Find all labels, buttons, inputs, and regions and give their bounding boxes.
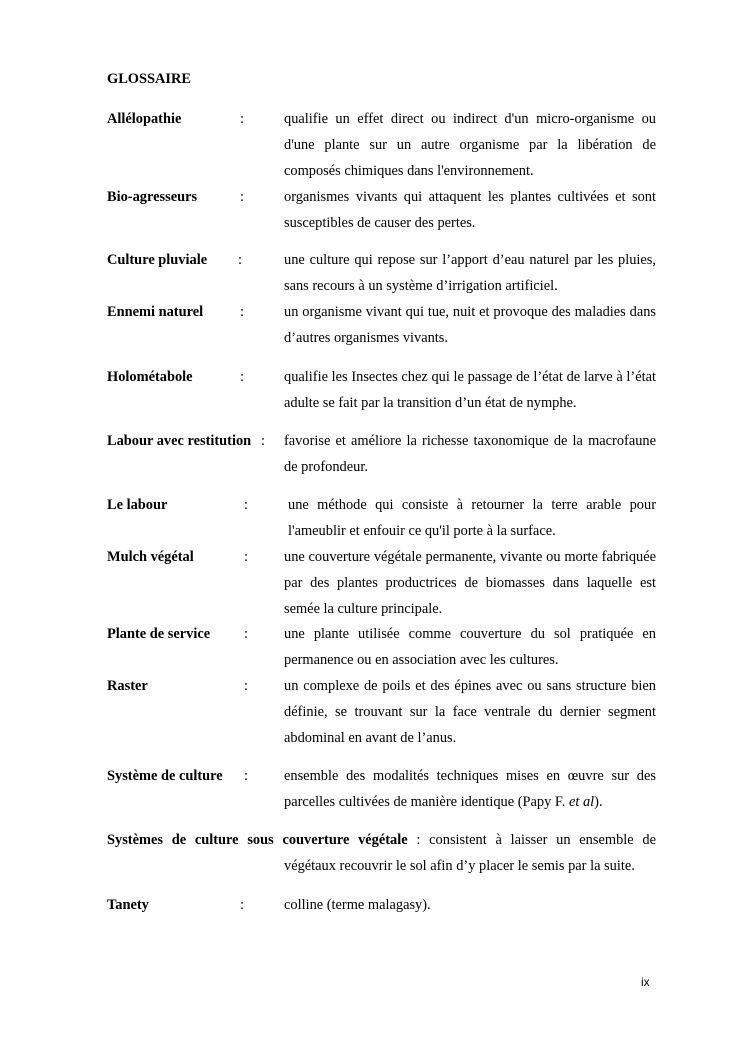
glossary-definition: colline (terme malagasy). [284, 897, 431, 913]
glossary-colon: : [416, 832, 421, 848]
glossary-definition: qualifie les Insectes chez qui le passage de l’état de larve à l’état adulte se fait par la transition d’un état de nymphe. [284, 369, 656, 411]
glossary-definition: un complexe de poils et des épines avec ou sans structure bien définie, se trouvant sur la face ventrale du dernier segment abdominal en avant de l’anus. [284, 678, 656, 746]
definition-text-end: ). [594, 794, 603, 810]
glossary-term: Culture pluviale [107, 252, 208, 268]
glossary-term: Le labour [107, 497, 168, 513]
glossary-colon: : [238, 252, 242, 268]
glossary-colon: : [240, 189, 244, 205]
glossary-term: Labour avec restitution [107, 433, 252, 449]
page-title: GLOSSAIRE [107, 71, 191, 87]
glossary-term: Plante de service [107, 626, 211, 642]
glossary-colon: : [244, 678, 248, 694]
glossary-term: Bio-agresseurs [107, 189, 198, 205]
glossary-colon: : [240, 111, 244, 127]
glossary-colon: : [244, 626, 248, 642]
glossary-colon: : [240, 897, 244, 913]
page-number: ix [641, 975, 650, 989]
glossary-term: Tanety [107, 897, 149, 913]
glossary-colon: : [240, 304, 244, 320]
glossary-definition-line2: végétaux recouvrir le sol afin d’y placer le semis par la suite. [284, 858, 635, 874]
glossary-wide-line1 [107, 827, 656, 853]
definition-italic-text: et al [568, 794, 595, 810]
glossary-colon: : [240, 369, 244, 385]
definition-text: ensemble des modalités techniques mises en œuvre sur des parcelles cultivées de manière identique (Papy F. [284, 768, 656, 810]
glossary-colon: : [244, 768, 248, 784]
glossary-definition: organismes vivants qui attaquent les plantes cultivées et sont susceptibles de causer des pertes. [284, 189, 656, 231]
glossary-definition: un organisme vivant qui tue, nuit et provoque des maladies dans d’autres organismes vivants. [284, 304, 656, 346]
glossary-colon: : [244, 497, 248, 513]
glossary-term: Ennemi naturel [107, 304, 204, 320]
glossary-definition: favorise et améliore la richesse taxonomique de la macrofaune de profondeur. [284, 433, 656, 475]
glossary-term: Holométabole [107, 369, 193, 385]
glossary-colon: : [261, 433, 265, 449]
glossary-wide-entry [107, 827, 656, 879]
glossary-definition [284, 763, 656, 815]
glossary-colon: : [244, 549, 248, 565]
glossary-term: Systèmes de culture sous couverture végétale [107, 832, 408, 848]
glossary-definition: une culture qui repose sur l’apport d’eau naturel par les pluies, sans recours à un système d’irrigation artificiel. [284, 252, 656, 294]
glossary-term: Raster [107, 678, 148, 694]
glossary-definition: une couverture végétale permanente, vivante ou morte fabriquée par des plantes productrices de biomasses dans laquelle est semée la culture principale. [284, 549, 656, 617]
glossary-definition: une plante utilisée comme couverture du sol pratiquée en permanence ou en association avec les cultures. [284, 626, 656, 668]
glossary-term: Système de culture [107, 768, 223, 784]
glossary-definition-line1: consistent à laisser un ensemble de [429, 832, 656, 848]
glossary-term: Allélopathie [107, 111, 182, 127]
glossary-definition: une méthode qui consiste à retourner la terre arable pour l'ameublir et enfouir ce qu'il porte à la surface. [288, 497, 656, 539]
glossary-definition: qualifie un effet direct ou indirect d'un micro-organisme ou d'une plante sur un autre organisme par la libération de composés chimiques dans l'environnement. [284, 111, 656, 179]
glossary-term: Mulch végétal [107, 549, 194, 565]
